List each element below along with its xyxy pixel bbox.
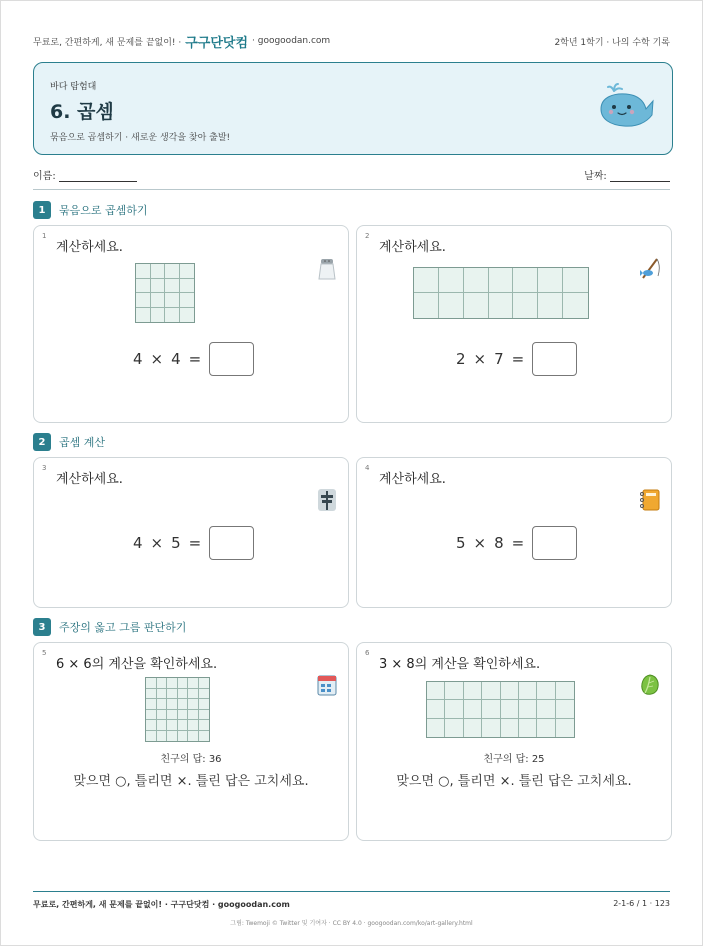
- grid-cell: [167, 699, 178, 710]
- grid-cell: [445, 700, 463, 718]
- section-number: 3: [33, 618, 51, 636]
- equals-sign: =: [511, 350, 525, 368]
- problem-number: 4: [365, 464, 370, 472]
- problem-card-6: [356, 642, 672, 841]
- title-banner: [33, 62, 673, 155]
- grid-cell: [151, 264, 166, 279]
- check-instruction: 맞으면 ○, 틀리면 ×. 틀린 답은 고치세요.: [73, 774, 309, 789]
- equation: [456, 342, 577, 376]
- top-header: [33, 31, 670, 51]
- grid-cell: [151, 279, 166, 294]
- grid-cell: [167, 720, 178, 731]
- course-label: 2학년 1학기 · 나의 수학 기록: [554, 37, 670, 48]
- name-date-row: [33, 167, 670, 183]
- section-number: 2: [33, 433, 51, 451]
- banner-subtitle: 묶음으로 곱셈하기 · 새로운 생각을 찾아 출발!: [50, 133, 231, 143]
- grid-cell: [482, 682, 500, 700]
- grid-cell: [178, 699, 189, 710]
- grid-cell: [180, 279, 195, 294]
- grid-cell: [482, 719, 500, 737]
- grid-cell: [519, 682, 537, 700]
- grid-cell: [464, 682, 482, 700]
- problem-prompt: 3 × 8의 계산을 확인하세요.: [379, 657, 541, 672]
- array-grid: [413, 267, 589, 319]
- section-number: 1: [33, 201, 51, 219]
- grid-cell: [180, 293, 195, 308]
- grid-cell: [414, 293, 439, 318]
- grid-cell: [188, 699, 199, 710]
- grid-cell: [180, 264, 195, 279]
- grid-cell: [537, 700, 555, 718]
- operand-b: 7: [494, 350, 504, 368]
- calendar-icon: [316, 673, 338, 697]
- header-domain: · googoodan.com: [252, 36, 331, 46]
- grid-cell: [501, 700, 519, 718]
- grid-cell: [538, 268, 563, 293]
- grid-cell: [537, 719, 555, 737]
- grid-cell: [167, 689, 178, 700]
- operand-a: 2: [456, 350, 466, 368]
- grid-cell: [445, 719, 463, 737]
- grid-cell: [199, 689, 210, 700]
- problem-prompt: 6 × 6의 계산을 확인하세요.: [56, 657, 218, 672]
- grid-cell: [146, 710, 157, 721]
- answer-box[interactable]: [209, 342, 254, 376]
- name-blank[interactable]: [59, 170, 137, 182]
- grid-cell: [513, 268, 538, 293]
- fishing-pole-icon: [639, 256, 661, 280]
- grid-cell: [165, 293, 180, 308]
- answer-box[interactable]: [532, 342, 577, 376]
- operand-a: 4: [133, 534, 143, 552]
- grid-cell: [414, 268, 439, 293]
- grid-cell: [501, 719, 519, 737]
- problem-card-1: [33, 225, 349, 423]
- lettuce-icon: [639, 673, 661, 697]
- grid-cell: [188, 689, 199, 700]
- problem-prompt: 계산하세요.: [379, 472, 446, 487]
- array-grid: [426, 681, 575, 738]
- grid-cell: [482, 700, 500, 718]
- grid-cell: [464, 719, 482, 737]
- friend-answer: 친구의 답: 25: [483, 754, 545, 765]
- header-tagline: 무료로, 간편하게, 새 문제를 끝없이! ·: [33, 37, 182, 48]
- problem-card-4: [356, 457, 672, 608]
- footer-divider: [33, 891, 670, 892]
- equation: [456, 526, 577, 560]
- header-left: [33, 32, 330, 51]
- grid-cell: [178, 731, 189, 742]
- grid-cell: [464, 700, 482, 718]
- grid-cell: [146, 689, 157, 700]
- grid-cell: [146, 720, 157, 731]
- notebook-icon: [639, 488, 661, 512]
- friend-answer: 친구의 답: 36: [160, 754, 222, 765]
- section-3-header: [33, 618, 186, 636]
- section-2-header: [33, 433, 105, 451]
- date-field[interactable]: [584, 167, 670, 183]
- name-label: 이름:: [33, 171, 56, 182]
- grid-cell: [178, 678, 189, 689]
- grid-cell: [188, 731, 199, 742]
- grid-cell: [165, 264, 180, 279]
- section-title: 주장의 옳고 그름 판단하기: [59, 621, 187, 634]
- whale-icon: [596, 81, 656, 131]
- grid-cell: [563, 293, 588, 318]
- operator: ×: [473, 350, 487, 368]
- grid-cell: [513, 293, 538, 318]
- grid-cell: [501, 682, 519, 700]
- grid-cell: [563, 268, 588, 293]
- page-title: 6. 곱셈: [50, 101, 114, 123]
- grid-cell: [165, 308, 180, 323]
- grid-cell: [427, 719, 445, 737]
- grid-cell: [165, 279, 180, 294]
- name-field[interactable]: [33, 167, 137, 183]
- problem-card-5: [33, 642, 349, 841]
- grid-cell: [427, 700, 445, 718]
- grid-cell: [188, 720, 199, 731]
- grid-cell: [151, 308, 166, 323]
- grid-cell: [151, 293, 166, 308]
- header-divider: [33, 189, 670, 190]
- grid-cell: [157, 731, 168, 742]
- grid-cell: [157, 678, 168, 689]
- grid-cell: [556, 719, 574, 737]
- grid-cell: [199, 720, 210, 731]
- signpost-icon: [316, 488, 338, 512]
- operand-b: 4: [171, 350, 181, 368]
- image-credit: 그림: Twemoji © Twitter 및 기여자 · CC BY 4.0 · googoodan.com/ko/art-gallery.html: [230, 920, 473, 927]
- operator: ×: [150, 350, 164, 368]
- grid-cell: [439, 293, 464, 318]
- grid-cell: [157, 699, 168, 710]
- grid-cell: [136, 279, 151, 294]
- problem-number: 6: [365, 649, 370, 657]
- equation: [133, 526, 254, 560]
- grid-cell: [167, 731, 178, 742]
- problem-number: 1: [42, 232, 47, 240]
- array-grid: [135, 263, 195, 323]
- grid-cell: [537, 682, 555, 700]
- answer-box[interactable]: [532, 526, 577, 560]
- footer-tagline: 무료로, 간편하게, 새 문제를 끝없이! · 구구단닷컴 · googoodan.com: [33, 900, 290, 909]
- grid-cell: [136, 293, 151, 308]
- array-grid: [145, 677, 210, 742]
- equation: [133, 342, 254, 376]
- grid-cell: [146, 699, 157, 710]
- grid-cell: [464, 268, 489, 293]
- problem-card-2: [356, 225, 672, 423]
- salt-shaker-icon: [316, 256, 338, 280]
- problem-prompt: 계산하세요.: [56, 472, 123, 487]
- grid-cell: [556, 682, 574, 700]
- grid-cell: [199, 699, 210, 710]
- grid-cell: [167, 710, 178, 721]
- grid-cell: [157, 720, 168, 731]
- grid-cell: [136, 264, 151, 279]
- grid-cell: [199, 710, 210, 721]
- grid-cell: [157, 689, 168, 700]
- operator: ×: [473, 534, 487, 552]
- operand-a: 5: [456, 534, 466, 552]
- check-instruction: 맞으면 ○, 틀리면 ×. 틀린 답은 고치세요.: [396, 774, 632, 789]
- grid-cell: [199, 731, 210, 742]
- section-title: 묶음으로 곱셈하기: [59, 204, 148, 217]
- grid-cell: [538, 293, 563, 318]
- date-blank[interactable]: [610, 170, 670, 182]
- problem-number: 2: [365, 232, 370, 240]
- grid-cell: [427, 682, 445, 700]
- brand-logo: 구구단닷컴: [185, 35, 249, 51]
- operand-b: 5: [171, 534, 181, 552]
- equals-sign: =: [188, 350, 202, 368]
- equals-sign: =: [188, 534, 202, 552]
- grid-cell: [146, 731, 157, 742]
- problem-number: 3: [42, 464, 47, 472]
- grid-cell: [464, 293, 489, 318]
- operand-a: 4: [133, 350, 143, 368]
- grid-cell: [556, 700, 574, 718]
- section-title: 곱셈 계산: [59, 436, 106, 449]
- problem-prompt: 계산하세요.: [56, 240, 123, 255]
- grid-cell: [489, 268, 514, 293]
- grid-cell: [178, 710, 189, 721]
- problem-card-3: [33, 457, 349, 608]
- grid-cell: [188, 678, 199, 689]
- problem-prompt: 계산하세요.: [379, 240, 446, 255]
- operand-b: 8: [494, 534, 504, 552]
- grid-cell: [519, 700, 537, 718]
- section-1-header: [33, 201, 148, 219]
- banner-kicker: 바다 탐험대: [50, 82, 97, 92]
- grid-cell: [489, 293, 514, 318]
- grid-cell: [519, 719, 537, 737]
- equals-sign: =: [511, 534, 525, 552]
- answer-box[interactable]: [209, 526, 254, 560]
- grid-cell: [199, 678, 210, 689]
- grid-cell: [157, 710, 168, 721]
- grid-cell: [178, 720, 189, 731]
- operator: ×: [150, 534, 164, 552]
- grid-cell: [167, 678, 178, 689]
- grid-cell: [146, 678, 157, 689]
- footer: [33, 899, 670, 910]
- grid-cell: [136, 308, 151, 323]
- page-code: 2-1-6 / 1 · 123: [613, 899, 670, 908]
- grid-cell: [439, 268, 464, 293]
- grid-cell: [178, 689, 189, 700]
- problem-number: 5: [42, 649, 47, 657]
- date-label: 날짜:: [584, 171, 607, 182]
- grid-cell: [445, 682, 463, 700]
- grid-cell: [188, 710, 199, 721]
- grid-cell: [180, 308, 195, 323]
